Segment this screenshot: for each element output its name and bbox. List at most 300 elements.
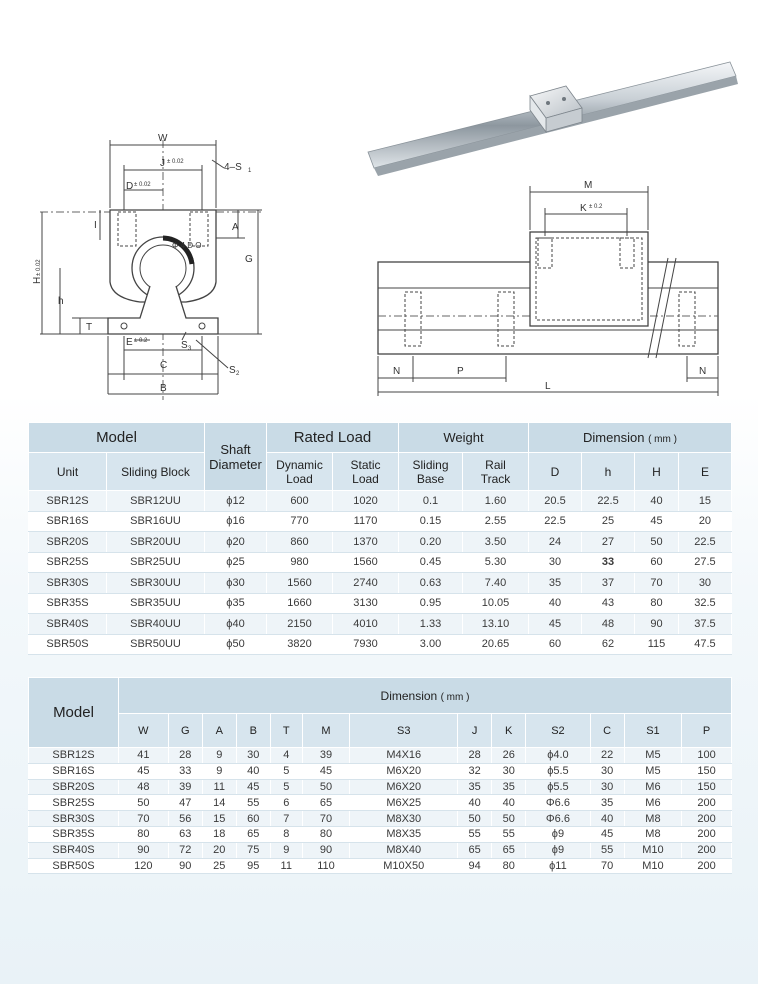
dim-cell: 45 [236, 779, 270, 795]
dim-cell: 40 [236, 763, 270, 779]
header-track: Track [480, 471, 511, 486]
spec-cell: 1020 [333, 491, 399, 512]
spec-cell: 3820 [267, 634, 333, 655]
dim-cell: 200 [682, 842, 732, 858]
spec-cell: SBR50UU [107, 634, 205, 655]
dim-cell: 9 [270, 842, 302, 858]
header-shaft: Shaft [220, 441, 251, 457]
spec-cell: ϕ12 [205, 491, 267, 512]
spec-cell: ϕ20 [205, 532, 267, 553]
dim-cell: M8 [624, 826, 682, 842]
svg-text:± 0.2: ± 0.2 [589, 204, 603, 210]
header-dynamic-load-word: Load [286, 471, 313, 486]
svg-text:h: h [58, 296, 64, 307]
spec-cell: 3.50 [463, 532, 529, 553]
dim-cell: ϕ5.5 [526, 779, 590, 795]
spec-cell: 0.1 [399, 491, 463, 512]
spec-cell: 40 [635, 491, 679, 512]
dim-header-dimension-label: Dimension [380, 688, 438, 703]
dim-row [29, 811, 732, 827]
svg-text:B: B [160, 383, 167, 394]
spec-row [29, 614, 732, 635]
dim-header-col: W [119, 714, 169, 748]
spec-cell: ϕ30 [205, 573, 267, 594]
header-static-load [333, 453, 399, 491]
dim-cell: 6 [270, 795, 302, 811]
spec-cell: 1370 [333, 532, 399, 553]
dim-cell: 7 [270, 811, 302, 827]
spec-cell: 45 [635, 511, 679, 532]
header-dimension [529, 423, 732, 453]
spec-row [29, 593, 732, 614]
dim-cell: 40 [458, 795, 492, 811]
spec-cell: 22.5 [678, 532, 731, 553]
spec-cell: 47.5 [678, 634, 731, 655]
svg-text:4–S: 4–S [224, 162, 242, 173]
dim-cell: 48 [119, 779, 169, 795]
dim-cell: 47 [168, 795, 202, 811]
dim-cell: 11 [202, 779, 236, 795]
spec-cell: 22.5 [529, 511, 582, 532]
spec-cell: ϕ25 [205, 552, 267, 573]
dim-cell: 65 [302, 795, 350, 811]
dim-cell: ϕ4.0 [526, 748, 590, 764]
header-D: D [529, 453, 582, 491]
dim-cell: 22 [590, 748, 624, 764]
dim-header-model: Model [29, 678, 119, 748]
dim-cell: SBR30S [29, 811, 119, 827]
dim-cell: 200 [682, 811, 732, 827]
dim-cell: ϕ5.5 [526, 763, 590, 779]
header-mm: ( mm ) [648, 434, 677, 445]
dim-cell: SBR12S [29, 748, 119, 764]
dim-cell: 80 [492, 858, 526, 874]
spec-cell: 770 [267, 511, 333, 532]
spec-cell: 20.5 [529, 491, 582, 512]
spec-cell: 5.30 [463, 552, 529, 573]
dim-cell: SBR20S [29, 779, 119, 795]
spec-cell: 860 [267, 532, 333, 553]
svg-text:± 0.2: ± 0.2 [134, 338, 148, 344]
dim-header-col: K [492, 714, 526, 748]
header-sliding-block: Sliding Block [107, 453, 205, 491]
dim-cell: M6 [624, 779, 682, 795]
spec-cell: SBR50S [29, 634, 107, 655]
dim-cell: 35 [492, 779, 526, 795]
header-shaft-diameter [205, 423, 267, 491]
spec-cell: 1660 [267, 593, 333, 614]
dim-cell: 75 [236, 842, 270, 858]
dim-cell: M8X30 [350, 811, 458, 827]
dim-cell: M6X20 [350, 779, 458, 795]
dim-cell: M10 [624, 858, 682, 874]
svg-text:J: J [160, 158, 165, 169]
spec-row [29, 634, 732, 655]
dim-cell: 20 [202, 842, 236, 858]
dim-cell: M5 [624, 763, 682, 779]
dim-cell: 4 [270, 748, 302, 764]
spec-cell: 20.65 [463, 634, 529, 655]
svg-text:D: D [126, 181, 134, 192]
dim-cell: ϕ11 [526, 858, 590, 874]
spec-cell: 13.10 [463, 614, 529, 635]
dim-cell: M6X20 [350, 763, 458, 779]
header-sliding: Sliding [412, 457, 449, 472]
header-weight: Weight [399, 423, 529, 453]
dim-cell: 15 [202, 811, 236, 827]
spec-cell: SBR30S [29, 573, 107, 594]
dim-cell: 100 [682, 748, 732, 764]
svg-text:S: S [181, 340, 188, 351]
spec-cell: 25 [582, 511, 635, 532]
spec-cell: 4010 [333, 614, 399, 635]
dim-cell: 14 [202, 795, 236, 811]
svg-text:Φ 4 D Ο: Φ 4 D Ο [172, 241, 202, 250]
header-static: Static [350, 457, 381, 472]
rail-photo [368, 62, 738, 176]
dim-cell: M4X16 [350, 748, 458, 764]
spec-cell: SBR16UU [107, 511, 205, 532]
spec-cell: ϕ35 [205, 593, 267, 614]
dim-cell: 90 [168, 858, 202, 874]
header-model: Model [29, 423, 205, 453]
spec-cell: 43 [582, 593, 635, 614]
dim-cell: 110 [302, 858, 350, 874]
technical-drawing [0, 0, 758, 410]
dim-cell: 30 [492, 763, 526, 779]
dim-header-col: S2 [526, 714, 590, 748]
svg-text:A: A [232, 222, 239, 233]
svg-text:C: C [160, 360, 168, 371]
dim-cell: 8 [270, 826, 302, 842]
dim-cell: SBR16S [29, 763, 119, 779]
svg-text:G: G [245, 254, 253, 265]
dim-cell: M6 [624, 795, 682, 811]
spec-cell: 0.15 [399, 511, 463, 532]
dim-cell: 55 [590, 842, 624, 858]
spec-cell: 32.5 [678, 593, 731, 614]
dim-cell: 9 [202, 748, 236, 764]
spec-cell: ϕ40 [205, 614, 267, 635]
svg-text:H: H [32, 276, 43, 284]
dim-cell: 200 [682, 858, 732, 874]
dim-cell: 65 [236, 826, 270, 842]
spec-cell: 20 [678, 511, 731, 532]
dim-cell: 72 [168, 842, 202, 858]
header-sliding-base [399, 453, 463, 491]
spec-cell: 37 [582, 573, 635, 594]
dim-cell: M10X50 [350, 858, 458, 874]
dim-cell: 5 [270, 779, 302, 795]
dim-cell: 200 [682, 795, 732, 811]
dim-header-col: C [590, 714, 624, 748]
spec-row [29, 511, 732, 532]
dim-cell: 25 [202, 858, 236, 874]
spec-cell: 1.33 [399, 614, 463, 635]
spec-cell: 70 [635, 573, 679, 594]
dim-cell: 50 [458, 811, 492, 827]
dim-cell: 26 [492, 748, 526, 764]
dim-cell: 45 [590, 826, 624, 842]
header-dimension-label: Dimension [583, 430, 645, 445]
header-E: E [678, 453, 731, 491]
svg-text:2: 2 [236, 371, 240, 377]
spec-cell: ϕ16 [205, 511, 267, 532]
dim-cell: Φ6.6 [526, 795, 590, 811]
svg-text:1: 1 [248, 168, 252, 174]
spec-cell: 10.05 [463, 593, 529, 614]
spec-cell: 0.95 [399, 593, 463, 614]
dim-cell: 18 [202, 826, 236, 842]
header-dynamic-load [267, 453, 333, 491]
header-static-load-word: Load [352, 471, 379, 486]
svg-text:N: N [393, 366, 401, 377]
spec-cell: SBR20S [29, 532, 107, 553]
svg-text:T: T [86, 322, 93, 333]
dim-cell: 65 [458, 842, 492, 858]
dim-cell: 39 [168, 779, 202, 795]
drawing-svg [0, 0, 758, 410]
spec-cell: SBR12UU [107, 491, 205, 512]
spec-cell: 80 [635, 593, 679, 614]
spec-cell: 40 [529, 593, 582, 614]
dim-cell: 9 [202, 763, 236, 779]
dim-cell: SBR25S [29, 795, 119, 811]
svg-text:E: E [126, 337, 133, 348]
spec-cell: 35 [529, 573, 582, 594]
spec-cell: 48 [582, 614, 635, 635]
dim-header-col: B [236, 714, 270, 748]
dim-header-col: P [682, 714, 732, 748]
spec-cell: 7930 [333, 634, 399, 655]
spec-cell: SBR35UU [107, 593, 205, 614]
dim-cell: 80 [302, 826, 350, 842]
dim-cell: 45 [302, 763, 350, 779]
dim-cell: 33 [168, 763, 202, 779]
dim-cell: M8X40 [350, 842, 458, 858]
spec-cell: SBR20UU [107, 532, 205, 553]
dim-cell: 28 [458, 748, 492, 764]
spec-cell: 30 [678, 573, 731, 594]
dim-cell: 150 [682, 779, 732, 795]
dim-cell: 5 [270, 763, 302, 779]
spec-cell: 115 [635, 634, 679, 655]
dim-cell: 40 [492, 795, 526, 811]
spec-cell: SBR40UU [107, 614, 205, 635]
spec-cell: 2740 [333, 573, 399, 594]
dimension-table [28, 677, 732, 874]
spec-cell: 7.40 [463, 573, 529, 594]
dim-row [29, 842, 732, 858]
dim-cell: 39 [302, 748, 350, 764]
spec-cell: 980 [267, 552, 333, 573]
dim-cell: 70 [302, 811, 350, 827]
spec-cell: SBR30UU [107, 573, 205, 594]
dim-cell: M5 [624, 748, 682, 764]
dim-header-col: A [202, 714, 236, 748]
spec-cell: 600 [267, 491, 333, 512]
dim-subheader-row [29, 714, 732, 748]
svg-text:K: K [580, 203, 587, 214]
dim-cell: 56 [168, 811, 202, 827]
dim-header-col: M [302, 714, 350, 748]
spec-cell: 0.20 [399, 532, 463, 553]
spec-row [29, 532, 732, 553]
spec-cell: SBR40S [29, 614, 107, 635]
dim-cell: 32 [458, 763, 492, 779]
dim-cell: 41 [119, 748, 169, 764]
spec-cell: 22.5 [582, 491, 635, 512]
dim-cell: 35 [590, 795, 624, 811]
dim-cell: 120 [119, 858, 169, 874]
header-rail: Rail [485, 457, 506, 472]
dim-cell: ϕ9 [526, 826, 590, 842]
spec-cell: SBR35S [29, 593, 107, 614]
dim-cell: SBR40S [29, 842, 119, 858]
spec-cell: 37.5 [678, 614, 731, 635]
dim-cell: 70 [590, 858, 624, 874]
dim-cell: 55 [458, 826, 492, 842]
dim-cell: 65 [492, 842, 526, 858]
spec-cell: 1.60 [463, 491, 529, 512]
dim-cell: 60 [236, 811, 270, 827]
dim-cell: SBR35S [29, 826, 119, 842]
svg-text:M: M [584, 180, 593, 191]
dim-cell: 30 [236, 748, 270, 764]
spec-cell: SBR12S [29, 491, 107, 512]
spec-cell: 45 [529, 614, 582, 635]
spec-cell: 2150 [267, 614, 333, 635]
dim-cell: 50 [302, 779, 350, 795]
spec-cell: 1560 [267, 573, 333, 594]
dim-table-body [29, 748, 732, 874]
dim-cell: 200 [682, 826, 732, 842]
dim-cell: 28 [168, 748, 202, 764]
side-view [378, 186, 718, 396]
spec-cell: 90 [635, 614, 679, 635]
spec-cell: 0.63 [399, 573, 463, 594]
dim-cell: 95 [236, 858, 270, 874]
dim-cell: 80 [119, 826, 169, 842]
spec-cell: SBR25S [29, 552, 107, 573]
svg-text:L: L [545, 381, 551, 392]
dim-row [29, 826, 732, 842]
dim-header-col: T [270, 714, 302, 748]
svg-text:± 0.02: ± 0.02 [134, 182, 151, 188]
spec-cell: 50 [635, 532, 679, 553]
dim-cell: 50 [119, 795, 169, 811]
spec-cell: 62 [582, 634, 635, 655]
header-rail-track [463, 453, 529, 491]
dim-cell: M6X25 [350, 795, 458, 811]
header-dynamic: Dynamic [276, 457, 323, 472]
spec-table-body [29, 491, 732, 655]
header-h: h [582, 453, 635, 491]
dim-cell: 30 [590, 763, 624, 779]
dim-header-col: G [168, 714, 202, 748]
spec-cell: 24 [529, 532, 582, 553]
spec-cell: 0.45 [399, 552, 463, 573]
dim-header-col: S3 [350, 714, 458, 748]
spec-cell: 33 [582, 552, 635, 573]
dim-cell: M8X35 [350, 826, 458, 842]
svg-text:P: P [457, 366, 464, 377]
spec-cell: SBR25UU [107, 552, 205, 573]
spec-row [29, 552, 732, 573]
spec-cell: 27 [582, 532, 635, 553]
dim-cell: ϕ9 [526, 842, 590, 858]
header-unit: Unit [29, 453, 107, 491]
dim-cell: M8 [624, 811, 682, 827]
svg-text:N: N [699, 366, 707, 377]
dim-cell: 55 [236, 795, 270, 811]
header-base: Base [416, 471, 445, 486]
spec-table [28, 422, 732, 655]
svg-text:± 0.02: ± 0.02 [36, 259, 42, 276]
svg-text:3: 3 [188, 346, 192, 352]
dim-cell: 70 [119, 811, 169, 827]
dim-cell: 55 [492, 826, 526, 842]
spec-cell: 30 [529, 552, 582, 573]
dim-cell: 90 [302, 842, 350, 858]
dim-cell: 35 [458, 779, 492, 795]
dim-cell: 63 [168, 826, 202, 842]
spec-cell: 60 [529, 634, 582, 655]
spec-cell: SBR16S [29, 511, 107, 532]
svg-text:W: W [158, 133, 168, 144]
dim-cell: M10 [624, 842, 682, 858]
header-rated-load: Rated Load [267, 423, 399, 453]
spec-row [29, 491, 732, 512]
svg-text:± 0.02: ± 0.02 [167, 159, 184, 165]
spec-cell: 2.55 [463, 511, 529, 532]
dim-row [29, 858, 732, 874]
svg-text:I: I [94, 220, 97, 231]
spec-cell: ϕ50 [205, 634, 267, 655]
spec-cell: 27.5 [678, 552, 731, 573]
dim-cell: 94 [458, 858, 492, 874]
header-diameter: Diameter [209, 456, 262, 472]
dim-cell: 50 [492, 811, 526, 827]
spec-cell: 60 [635, 552, 679, 573]
spec-cell: 3130 [333, 593, 399, 614]
dim-cell: 30 [590, 779, 624, 795]
dim-cell: 90 [119, 842, 169, 858]
dim-header-mm: ( mm ) [440, 691, 470, 703]
dim-row [29, 779, 732, 795]
dim-cell: 11 [270, 858, 302, 874]
dim-row [29, 763, 732, 779]
spec-cell: 1560 [333, 552, 399, 573]
dim-cell: 40 [590, 811, 624, 827]
dim-cell: 150 [682, 763, 732, 779]
front-view [40, 140, 262, 400]
dim-header-col: S1 [624, 714, 682, 748]
dim-cell: SBR50S [29, 858, 119, 874]
spec-cell: 1170 [333, 511, 399, 532]
dim-row [29, 795, 732, 811]
header-H: H [635, 453, 679, 491]
dim-cell: 45 [119, 763, 169, 779]
spec-row [29, 573, 732, 594]
dim-cell: Φ6.6 [526, 811, 590, 827]
dim-header-col: J [458, 714, 492, 748]
dim-row [29, 748, 732, 764]
spec-cell: 15 [678, 491, 731, 512]
dim-header-dimension [119, 678, 732, 714]
spec-cell: 3.00 [399, 634, 463, 655]
svg-text:S: S [229, 365, 236, 376]
